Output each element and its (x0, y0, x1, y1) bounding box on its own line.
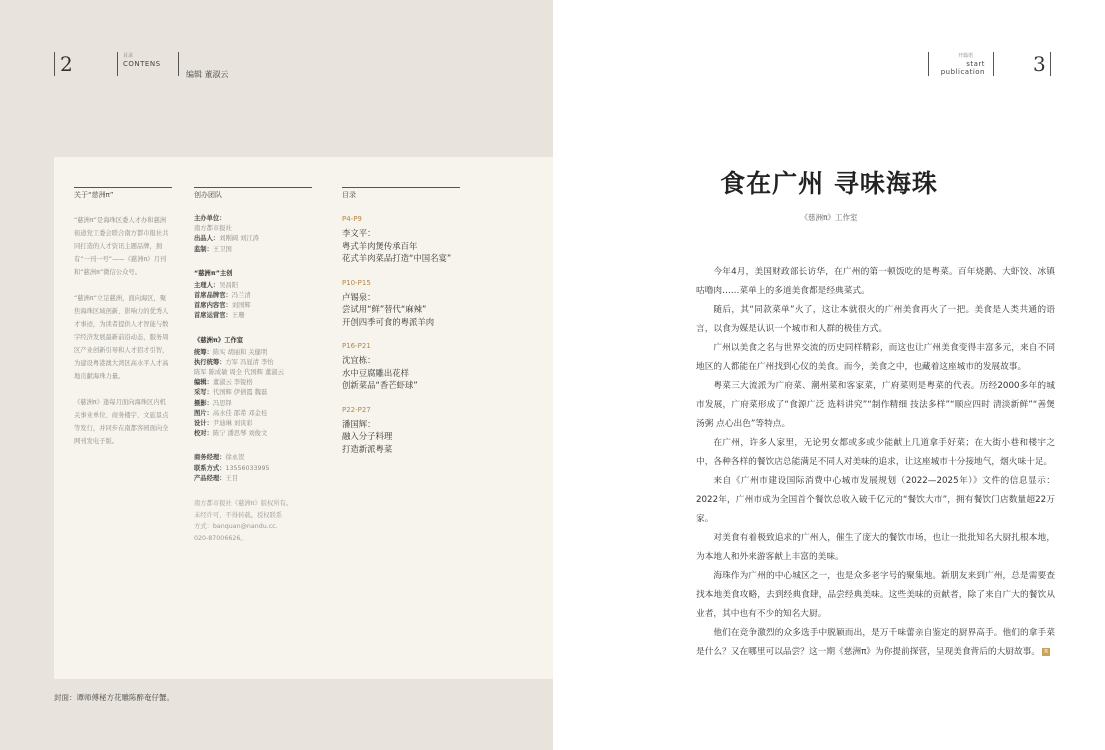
notice-line: 南方都市报社《慈洲π》版权所有。 (194, 500, 293, 508)
team-role: 摄影： (194, 399, 213, 407)
team-role: 出品人： (194, 235, 220, 243)
team-role: 校对： (194, 430, 213, 438)
team-role: 编辑： (194, 379, 213, 387)
body-paragraph: 今年4月，美国财政部长访华，在广州的第一顿饭吃的是粤菜。百年烧鹅、大虾饺、冰镇咕噜肉……菜单上的多道美食都是经典菜式。 (696, 267, 1055, 296)
end-mark-icon: π (1042, 648, 1050, 656)
section-label-cn: 开篇语 (958, 53, 974, 59)
team-role: 执行统筹： (194, 358, 226, 366)
body-paragraph-text: 他们在竞争激烈的众多选手中脱颖而出，是万千味蕾亲自鉴定的厨界高手。他们的拿手菜是什么？又在哪里可以品尝？这一期《慈洲π》为你提前探营，呈现美食背后的大厨故事。 (696, 628, 1055, 657)
team-member: 刘刚阔 刘江涛 (219, 235, 259, 243)
team-row (194, 429, 312, 439)
team-member: 尹迪琳 刘寅彩 (212, 420, 253, 428)
team-group (194, 453, 312, 484)
article-body (696, 263, 1055, 662)
toc-line: 水中豆腐雕出花样 (342, 367, 409, 378)
team-row (194, 368, 312, 378)
body-paragraph: 来自《广州市建设国际消费中心城市发展规划（2022—2025年）》文件的信息显示：2022年，广州市成为全国首个餐饮总收入破千亿元的“餐饮大市”，拥有餐饮门店数量超22万家。 (696, 476, 1055, 524)
section-label-en-1: start (966, 60, 985, 68)
toc-page-range: P16-P21 (342, 342, 371, 350)
body-paragraph: 在广州，许多人家里，无论男女都或多或少能献上几道拿手好菜；在大街小巷和楼宇之中，各种各样的餐饮店总能满足不同人对美味的追求，让这座城市十分接地气，烟火味十足。 (696, 438, 1055, 467)
toc-line: 花式羊肉菜品打造“中国名宴” (342, 253, 452, 263)
toc-column (342, 187, 460, 468)
toc-entry (342, 278, 460, 329)
team-role: 首席内容官： (194, 302, 232, 310)
team-role: 设计： (194, 420, 213, 428)
team-member: 刘国辉 (231, 302, 251, 310)
right-page-number: 3 (1033, 52, 1046, 76)
team-row (194, 464, 312, 474)
toc-line: 沈宜栋： (342, 355, 376, 365)
toc-page-range: P22-P27 (342, 405, 371, 414)
body-paragraph: 对美食有着极致追求的广州人，催生了庞大的餐饮市场，也让一批批知名大厨扎根本地，为本地人和外来游客献上丰富的美味。 (696, 533, 1055, 562)
team-role: 统筹： (194, 348, 213, 356)
team-row (194, 378, 312, 388)
body-paragraph (696, 624, 1055, 662)
team-member: 13556033995 (225, 464, 270, 472)
team-role: 主办单位： (194, 215, 226, 222)
body-paragraph: 随后，其“同款菜单”火了，这让本就很火的广州美食再火了一把。美食是人类共通的语言，以食为媒是认识一个城市和人群的极佳方式。 (696, 305, 1055, 334)
team-member: 冯思铎 (212, 399, 232, 407)
about-paragraph: 《慈洲π》逢每月面向海珠区内机关事业单位、商务楼宇、文旅景点等发行，并同步在南都客园面向全网刊发电子版。 (74, 399, 169, 445)
cover-caption: 封面：谭师傅秘方花雕陈醉奄仔蟹。 (54, 693, 174, 702)
team-group (194, 336, 312, 440)
about-paragraph: “慈洲π”是海珠区委人才办和慈洲街道党工委会联合南方都市报社共同打造的人才资讯主题品牌，拥有“一刊一号”——《慈洲π》月刊和“慈洲π”微信公众号。 (74, 217, 169, 276)
team-row (194, 399, 312, 409)
team-row (194, 214, 312, 224)
team-column (194, 187, 312, 544)
toc-line: 粤式羊肉煲传承百年 (342, 240, 418, 251)
team-member: 陈宁 潘思琴 刘俊文 (212, 430, 268, 438)
team-member: 陈实 胡丽和 关健明 (212, 348, 268, 356)
section-rule (117, 52, 118, 76)
team-row (194, 301, 312, 311)
toc-line: 卢锡泉： (342, 291, 376, 302)
about-paragraph: “慈洲π”立足慈洲，面向海区，聚焦海珠区域创新、影响力的优秀人才事迹，为读者提供人才智能与数字经济发展最新前沿动态，服务周区产业创新引导和人才招才引智，为建设粤港澳大湾区高水平人才高地贡献海珠力量。 (74, 295, 169, 380)
body-paragraph: 海珠作为广州的中心城区之一，也是众多老字号的聚集地。新朋友来到广州，总是需要查找本地美食攻略，去到经典食肆，品尝经典美味。这些美味的贡献者，除了来自广大的餐饮从业者，其中也有不少的知名大厨。 (696, 571, 1055, 619)
team-member: 徐永贺 (225, 454, 245, 462)
team-role: 监制： (194, 245, 213, 253)
team-group (194, 214, 312, 255)
toc-entry (342, 405, 460, 456)
section-label-cn: 目录 (123, 53, 134, 59)
toc-heading: 目录 (342, 187, 460, 200)
team-row (194, 358, 312, 368)
toc-line: 创新菜品“香芒虾球” (342, 380, 418, 390)
editor-credit: 编辑 董淑云 (186, 70, 229, 79)
team-row (194, 388, 312, 398)
body-paragraph: 粤菜三大流派为广府菜、潮州菜和客家菜，广府菜则是粤菜的代表。历经2000多年的城市发展，广府菜形成了“食源广泛 选料讲究”“制作精细 技法多样”“顺应四时 清淡新鲜”“善煲汤粥 点心出色”等特点。 (696, 381, 1055, 429)
team-row (194, 291, 312, 301)
folio-rule (1050, 52, 1051, 76)
team-group (194, 269, 312, 322)
team-role: 首席运营官： (194, 312, 232, 320)
copyright-notice (194, 498, 312, 544)
team-heading: 创办团队 (194, 187, 312, 200)
notice-line: 020-87006626。 (194, 534, 247, 542)
team-role: 采写： (194, 389, 213, 397)
team-group-title: “慈洲π”主创 (194, 269, 233, 277)
folio-rule (993, 52, 994, 76)
left-page-number: 2 (60, 52, 73, 76)
team-row (194, 348, 312, 358)
team-member: 王珊 (231, 312, 245, 320)
toc-entry (342, 214, 460, 265)
team-member: 王目 (225, 474, 239, 482)
team-member: 高水佳 邵希 邓金桂 (212, 409, 268, 417)
team-role: 产品经理： (194, 474, 226, 482)
body-paragraph: 广州以美食之名与世界交流的历史同样精彩，而这也让广州美食变得丰富多元，来自不同地区的人都能在广州找到心仪的美食。而今，美食之中，也藏着这座城市的发展故事。 (696, 343, 1055, 372)
masthead-panel (54, 157, 554, 679)
notice-line: 方式：banquan@nandu.cc. (194, 523, 278, 531)
toc-entry (342, 341, 460, 392)
team-row (194, 281, 312, 291)
folio-rule (54, 52, 55, 76)
team-row (194, 224, 312, 234)
toc-line: 打造新派粤菜 (342, 443, 393, 454)
team-row (194, 234, 312, 244)
team-member: 冯兰清 (231, 292, 251, 300)
toc-page-range: P4-P9 (342, 215, 362, 223)
team-row (194, 474, 312, 484)
toc-line: 潘国辉： (342, 418, 376, 429)
toc-line: 融入分子料理 (342, 431, 393, 441)
team-role: 商务经理： (194, 454, 226, 462)
team-group-title: 《慈洲π》工作室 (194, 336, 244, 344)
toc-entries (342, 214, 460, 455)
team-member: 南方都市报社 (194, 225, 232, 233)
team-member: 陈军 陈成敏 周全 代国辉 董淑云 (194, 369, 284, 377)
toc-line: 李文平： (342, 228, 376, 238)
team-row (194, 245, 312, 255)
team-member: 方军 冯显清 李怡 (225, 358, 274, 366)
team-member: 董淑云 李锐格 (212, 379, 253, 387)
editor-rule (178, 52, 179, 76)
article-title: 食在广州 寻味海珠 (720, 169, 938, 198)
team-role: 首席品牌官： (194, 292, 232, 300)
team-row (194, 453, 312, 463)
about-heading: 关于“慈洲π” (74, 187, 172, 200)
article-byline: 《慈洲π》工作室 (800, 213, 858, 222)
team-role: 联系方式： (194, 464, 226, 472)
team-row (194, 409, 312, 419)
toc-line: 尝试用“鲜”替代“麻辣” (342, 304, 427, 314)
notice-line: 未经许可，不得转载。授权联系 (194, 511, 283, 519)
team-row (194, 419, 312, 429)
section-label-en: CONTENS (123, 60, 161, 68)
section-rule (928, 52, 929, 76)
section-label-en-2: publication (940, 68, 985, 76)
toc-page-range: P10-P15 (342, 278, 371, 287)
team-row (194, 311, 312, 321)
team-role: 图片： (194, 409, 213, 417)
team-role: 主理人： (194, 281, 220, 289)
about-column (74, 187, 172, 461)
toc-line: 开创四季可食的粤派羊肉 (342, 316, 435, 327)
team-member: 吴昌阳 (219, 281, 239, 289)
right-page (553, 0, 1105, 750)
team-member: 王卫国 (212, 245, 232, 253)
team-member: 代国辉 伊倩霞 魏磊 (212, 389, 268, 397)
team-groups (194, 214, 312, 484)
